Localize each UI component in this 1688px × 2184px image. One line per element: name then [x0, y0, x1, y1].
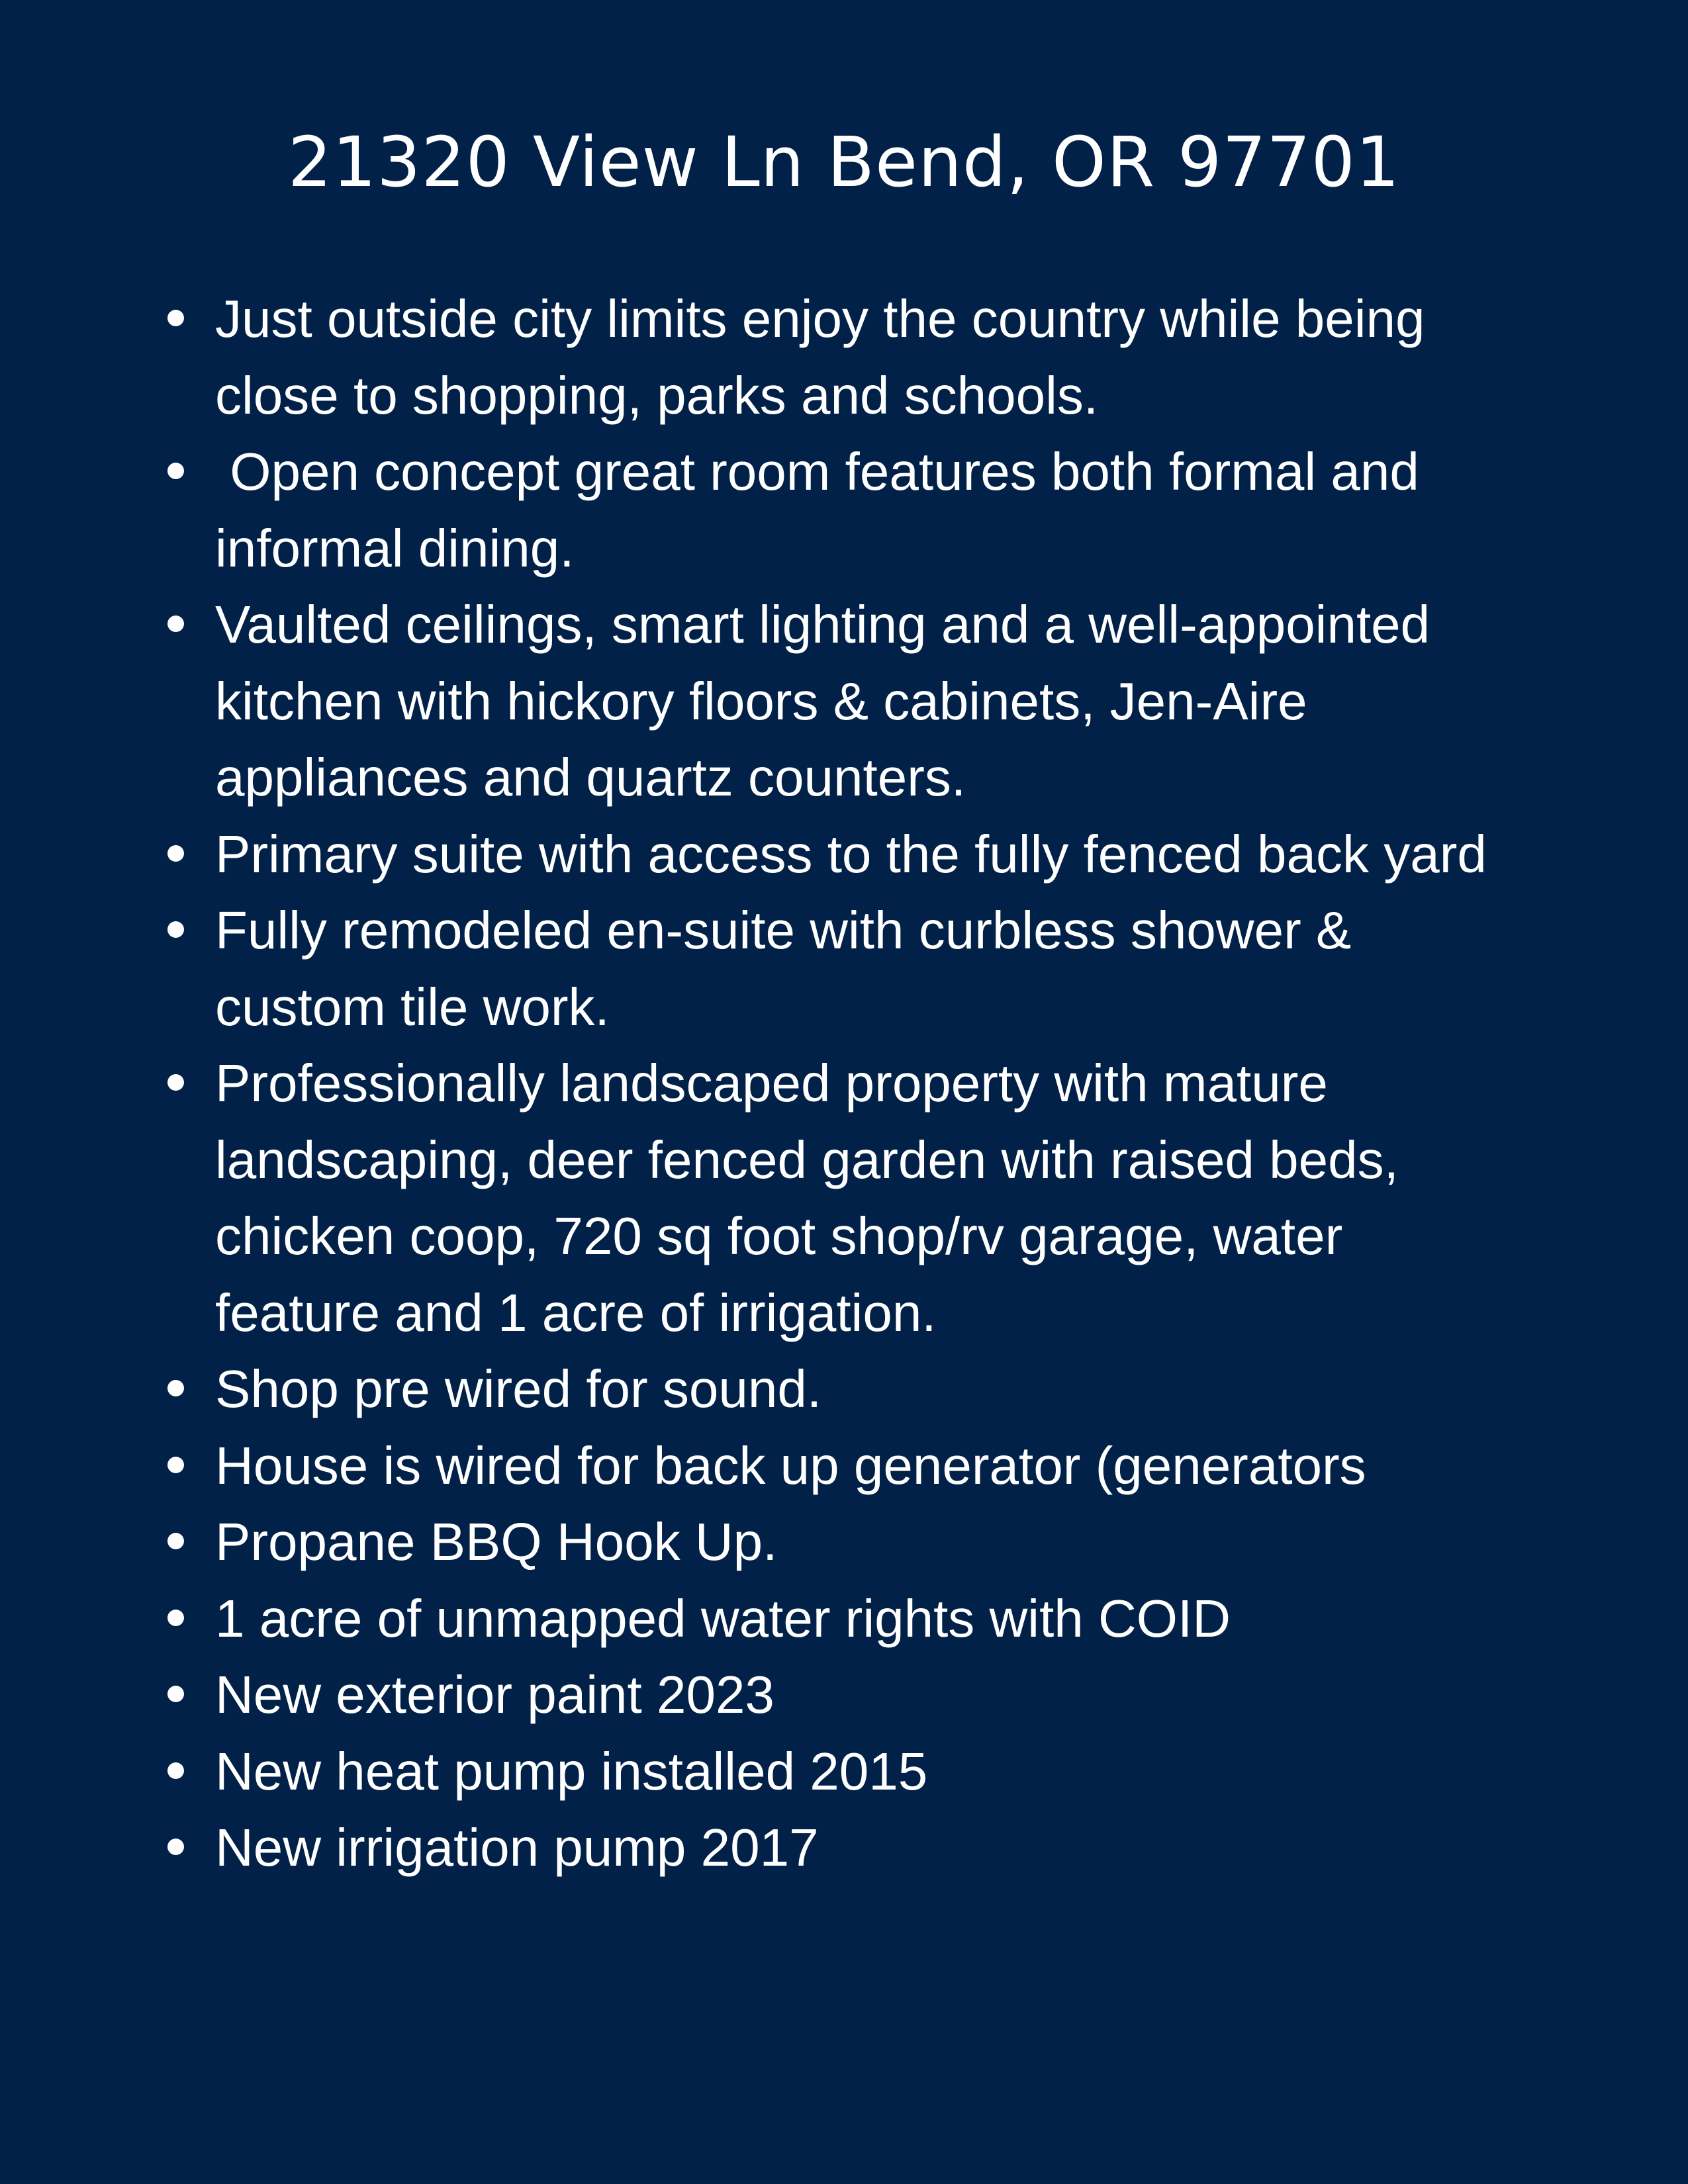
feature-text-line: feature and 1 acre of irrigation.	[215, 1283, 937, 1342]
feature-item	[167, 1657, 1611, 1733]
feature-item	[167, 816, 1611, 893]
feature-text-line: appliances and quartz counters.	[215, 748, 966, 807]
page-title: 21320 View Ln Bend, OR 97701	[287, 122, 1401, 203]
feature-text-line: Primary suite with access to the fully fenced back yard	[215, 824, 1487, 884]
feature-text-line: Shop pre wired for sound.	[215, 1359, 822, 1418]
feature-text-line: Just outside city limits enjoy the country while being	[215, 289, 1425, 348]
feature-text-line: Propane BBQ Hook Up.	[215, 1512, 778, 1571]
feature-text-line: Open concept great room features both formal and	[215, 442, 1419, 501]
feature-text-line: Fully remodeled en-suite with curbless shower &	[215, 901, 1352, 960]
feature-item	[167, 1428, 1611, 1504]
feature-item	[167, 433, 1611, 586]
feature-item	[167, 892, 1611, 1045]
feature-item	[167, 1351, 1611, 1428]
feature-item	[167, 1045, 1611, 1351]
feature-text-line: 1 acre of unmapped water rights with COID	[215, 1588, 1231, 1648]
feature-text-line: close to shopping, parks and schools.	[215, 365, 1099, 425]
feature-text-line: New heat pump installed 2015	[215, 1741, 928, 1801]
feature-text-line: chicken coop, 720 sq foot shop/rv garage, water	[215, 1206, 1343, 1265]
feature-text-line: House is wired for back up generator (generators	[215, 1435, 1366, 1495]
feature-text-line: custom tile work.	[215, 977, 610, 1036]
feature-item	[167, 1580, 1611, 1657]
feature-item	[167, 1733, 1611, 1810]
feature-text-line: New irrigation pump 2017	[215, 1818, 819, 1877]
feature-item	[167, 281, 1611, 433]
feature-text-line: Vaulted ceilings, smart lighting and a well-appointed	[215, 595, 1430, 654]
feature-text-line: New exterior paint 2023	[215, 1665, 774, 1724]
feature-item	[167, 586, 1611, 816]
feature-item	[167, 1504, 1611, 1580]
feature-text-line: informal dining.	[215, 518, 575, 578]
feature-text-line: landscaping, deer fenced garden with raised beds,	[215, 1130, 1399, 1189]
feature-item	[167, 1809, 1611, 1886]
feature-text-line: Professionally landscaped property with mature	[215, 1054, 1328, 1113]
feature-list	[167, 281, 1611, 1886]
feature-text-line: kitchen with hickory floors & cabinets, Jen-Aire	[215, 671, 1307, 731]
